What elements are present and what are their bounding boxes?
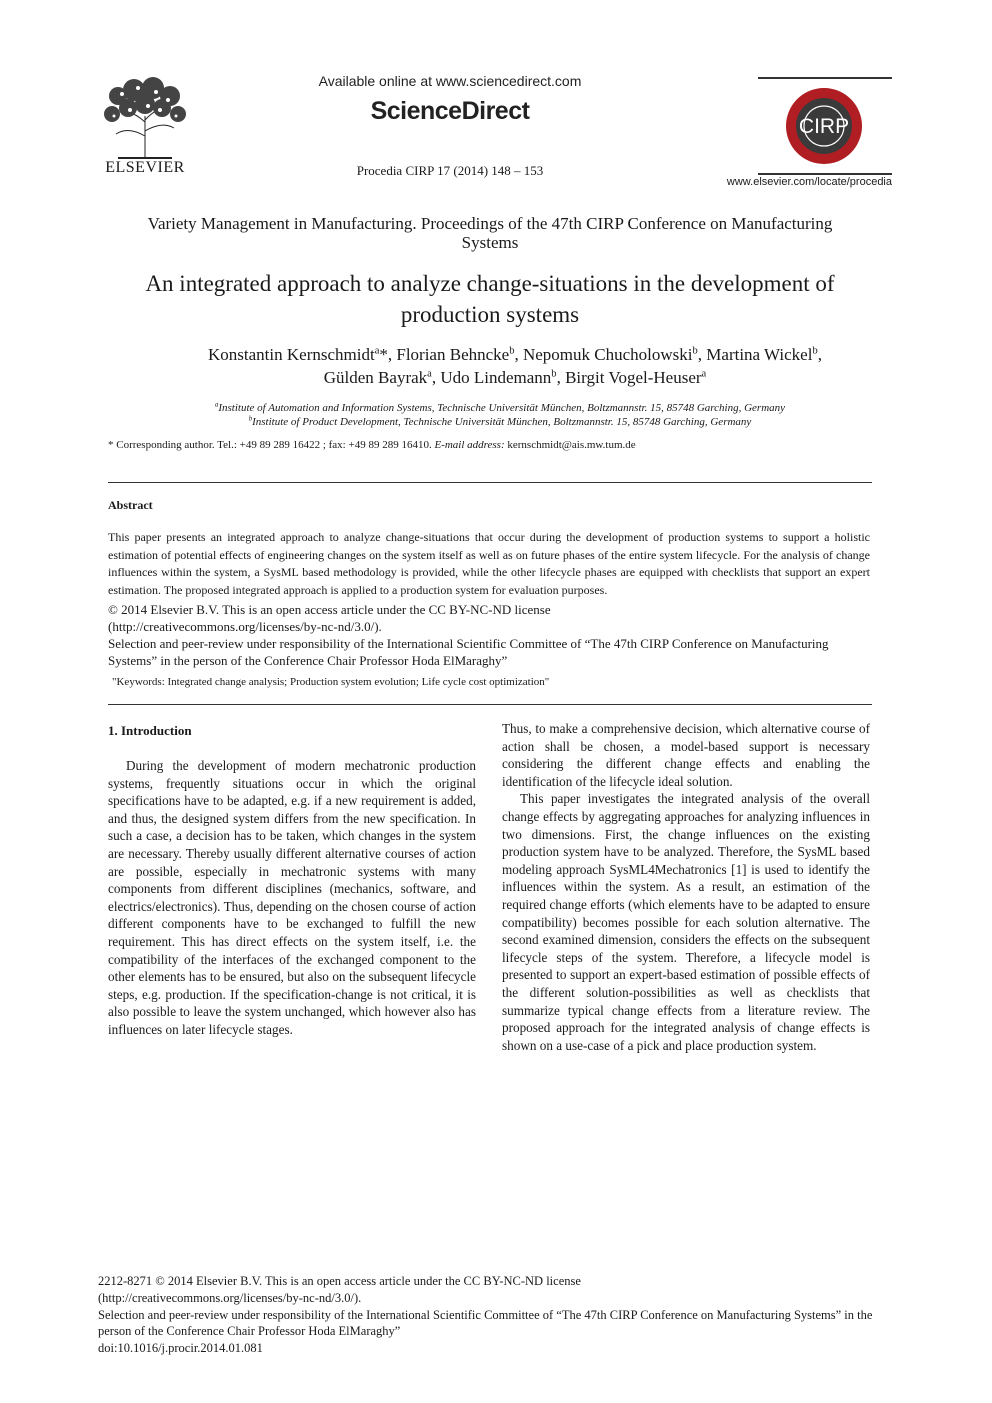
license-link[interactable]: (http://creativecommons.org/licenses/by-nc-nd/3.0/). [108, 619, 382, 634]
keywords: "Keywords: Integrated change analysis; Production system evolution; Life cycle cost optimization" [112, 676, 550, 688]
intro-paragraph-2: Thus, to make a comprehensive decision, which alternative course of action shall be chosen, a model-based support is necessary considering the different change effects and enabling the identification of the lifecycle ideal solution. [502, 721, 870, 789]
abstract-heading: Abstract [108, 498, 153, 512]
author: Konstantin Kernschmidt$^a$*, [208, 345, 397, 364]
abstract-rule-top [108, 482, 872, 483]
cirp-logo [784, 86, 864, 166]
sciencedirect-brand[interactable]: ScienceDirect [370, 97, 530, 125]
author: Florian Behncke$^b$, [396, 345, 523, 364]
cirp-logo-text: CIRP [798, 115, 850, 138]
conference-name: Variety Management in Manufacturing. Proceedings of the 47th CIRP Conference on Manufacturing Systems [147, 214, 833, 252]
paper-title: An integrated approach to analyze change-situations in the development of production systems [145, 271, 835, 327]
abstract-rule-bottom [108, 704, 872, 705]
intro-paragraph-1: During the development of modern mechatronic production systems, frequently situations occur in which the original specifications have to be adapted, e.g. if a new requirement is added, and thus, the designed system differs from the new specification. In such a case, a decision has to be taken, which changes in the system are necessary. Thereby usually different alternative courses of action are possible, especially in mechatronic systems with many components from different disciplines (mechanics, software, and electrics/electronics). Thus, depending on the chosen course of action different components have to be exchanged to fulfill the new requirement. This has direct effects on the system itself, i.e. the compatibility of the interfaces of the exchanged component to the other elements has to be ensured, but also on the subsequent lifecycle steps, e.g. production. If the specification-change is not critical, it is also possible to leave the system unchanged, which however also has influences on later lifecycle stages. [108, 758, 476, 1037]
intro-left-column [108, 757, 476, 1039]
elsevier-wordmark: ELSEVIER [105, 159, 185, 176]
author: Birgit Vogel-Heuser$^a$ [565, 368, 707, 387]
affiliations [120, 401, 880, 429]
doi[interactable]: doi:10.1016/j.procir.2014.01.081 [98, 1341, 263, 1356]
available-online: Available online at www.sciencedirect.com [318, 73, 582, 89]
journal-citation: Procedia CIRP 17 (2014) 148 – 153 [356, 163, 544, 178]
peer-review-note: Selection and peer-review under responsibility of the International Scientific Committee of “The 47th CIRP Conference on Manufacturing Systems” in the person of the Conference Chair Professor Hoda ElMaraghy” [108, 636, 829, 668]
elsevier-tree-icon [98, 76, 192, 160]
footer-license-link[interactable]: (http://creativecommons.org/licenses/by-nc-nd/3.0/). [98, 1290, 362, 1305]
intro-right-column [502, 720, 870, 1054]
affiliation-a: $^a$Institute of Automation and Information Systems, Technische Universität München, Boltzmannstr. 15, 85748 Garching, Germany [214, 401, 786, 414]
author: Gülden Bayrak$^a$, [323, 368, 441, 387]
issn-line: 2212-8271 © 2014 Elsevier B.V. This is an open access article under the CC BY-NC-ND license [98, 1274, 581, 1288]
affiliation-b: $^b$Institute of Product Development, Technische Universität München, Boltzmannstr. 15, 85748 Garching, Germany [248, 415, 752, 428]
header-rule-bottom [758, 173, 892, 175]
email-link[interactable]: kernschmidt@ais.mw.tum.de [504, 439, 636, 451]
author: Udo Lindemann$^b$, [440, 368, 566, 387]
procedia-url[interactable]: www.elsevier.com/locate/procedia [726, 176, 892, 188]
author: Martina Wickel$^b$, [706, 345, 822, 364]
cirp-logo-icon [784, 86, 864, 166]
license-line: © 2014 Elsevier B.V. This is an open access article under the CC BY-NC-ND license [108, 602, 551, 617]
author-list [150, 343, 880, 389]
author: Nepomuk Chucholowski$^b$, [522, 345, 707, 364]
corresponding-author: * Corresponding author. Tel.: +49 89 289 16422 ; fax: +49 89 289 16410. E-mail address: kernschmidt@ais.mw.tum.de [108, 439, 636, 451]
abstract-text: This paper presents an integrated approach to analyze change-situations that occur during the development of production systems to support a holistic estimation of potential effects of engineering changes on the system itself as well as on future phases of the entire system lifecycle. For the analysis of change influences within the system, a SysML based methodology is provided, while the other lifecycle phases are equipped with checklists that support an expert estimation. The proposed integrated approach is applied to a production system for evaluation purposes. [108, 530, 870, 597]
elsevier-logo [98, 76, 192, 176]
license-block [108, 601, 870, 669]
intro-paragraph-3: This paper investigates the integrated analysis of the overall change effects by aggregating approaches for analyzing influences in two dimensions. First, the change influences on the existing production system have to be analyzed. Therefore, the SysML based modeling approach SysML4Mechatronics [1] is used to identify the influences within the system. As a result, an estimation of the required change efforts (which elements have to be adapted to ensure compatibility) becomes possible for each solution alternative. The second examined dimension, considers the effects on the subsequent lifecycle steps of the system. Therefore, a lifecycle model is presented to support an expert-based estimation of possible effects of the different solution-possibilities as well as checklists that summarize typical change effects from a literature review. The proposed approach for the integrated analysis of change effects is shown on a use-case of a pick and place production system. [502, 791, 870, 1053]
header-rule-top [758, 77, 892, 79]
footer-peer-review: Selection and peer-review under responsibility of the International Scientific Committee of “The 47th CIRP Conference on Manufacturing Systems” in the person of the Conference Chair Professor Hoda ElMaraghy” [98, 1307, 873, 1339]
page-footer [98, 1273, 898, 1357]
section-heading-introduction: 1. Introduction [108, 723, 192, 738]
